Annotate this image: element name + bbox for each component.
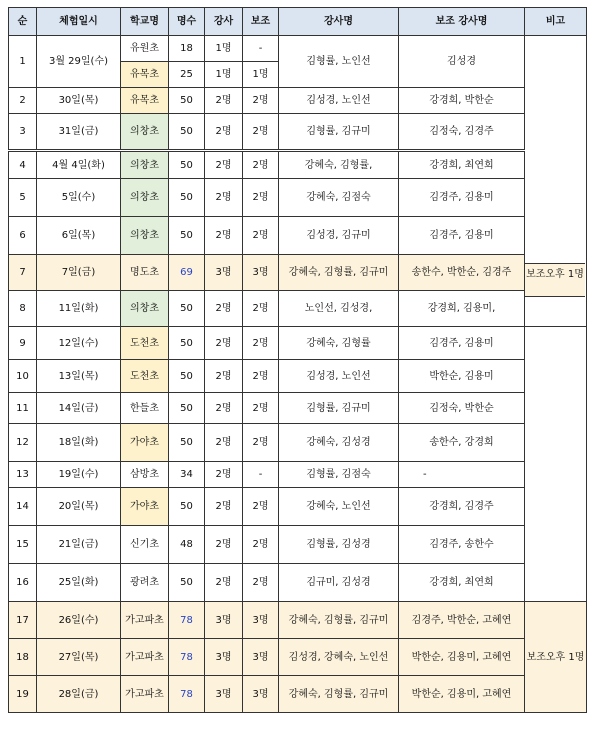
cell-instructors: 김형률, 김성경 — [279, 526, 399, 564]
table-row — [9, 327, 587, 360]
cell-assistant-names: 박한순, 김용미, 고혜연 — [399, 676, 525, 713]
cell-count: 50 — [169, 424, 205, 462]
cell-seq: 12 — [9, 424, 37, 462]
cell-assistants: 2명 — [243, 488, 279, 526]
table-row — [9, 602, 587, 639]
schedule-table — [8, 7, 587, 713]
schedule-sheet — [8, 7, 586, 731]
table-row — [9, 393, 587, 424]
table-row — [9, 488, 587, 526]
cell-assistants: 3명 — [243, 676, 279, 713]
cell-count: 69 — [169, 255, 205, 291]
cell-count: 50 — [169, 179, 205, 217]
cell-count: 78 — [169, 602, 205, 639]
cell-seq: 8 — [9, 291, 37, 327]
cell-assistant-names: 김경주, 김용미 — [399, 217, 525, 255]
cell-teachers: 3명 — [205, 255, 243, 291]
cell-instructors: 김성경, 노인선 — [279, 360, 399, 393]
header-row — [9, 8, 587, 36]
cell-count: 48 — [169, 526, 205, 564]
cell-school: 도천초 — [121, 360, 169, 393]
cell-seq: 6 — [9, 217, 37, 255]
cell-instructors: 강혜숙, 김성경 — [279, 424, 399, 462]
cell-count: 18 — [169, 36, 205, 62]
cell-assistants: 2명 — [243, 327, 279, 360]
cell-count: 50 — [169, 327, 205, 360]
table-row — [9, 151, 587, 179]
cell-count: 34 — [169, 462, 205, 488]
table-row — [9, 360, 587, 393]
header-assistants: 보조 — [243, 8, 279, 36]
header-notes: 비고 — [525, 8, 587, 36]
cell-instructors: 김규미, 김성경 — [279, 564, 399, 602]
cell-teachers: 3명 — [205, 602, 243, 639]
cell-date: 18일(화) — [37, 424, 121, 462]
cell-date: 26일(수) — [37, 602, 121, 639]
cell-assistants: 1명 — [243, 62, 279, 88]
cell-seq: 10 — [9, 360, 37, 393]
cell-count: 50 — [169, 488, 205, 526]
header-school: 학교명 — [121, 8, 169, 36]
cell-assistant-names: 김정숙, 박한순 — [399, 393, 525, 424]
cell-teachers: 2명 — [205, 393, 243, 424]
cell-seq: 18 — [9, 639, 37, 676]
row7-note: 보조오후 1명 — [525, 263, 585, 297]
cell-count: 50 — [169, 564, 205, 602]
cell-assistant-names: - — [399, 462, 525, 488]
header-teachers: 강사 — [205, 8, 243, 36]
cell-assistant-names: 박한순, 김용미 — [399, 360, 525, 393]
cell-assistants: 3명 — [243, 602, 279, 639]
cell-instructors: 강혜숙, 김형률, 김규미 — [279, 676, 399, 713]
cell-date: 28일(금) — [37, 676, 121, 713]
cell-date: 7일(금) — [37, 255, 121, 291]
cell-assistants: 2명 — [243, 88, 279, 114]
cell-date: 12일(수) — [37, 327, 121, 360]
cell-assistant-names: 김성경 — [399, 36, 525, 88]
cell-teachers: 2명 — [205, 360, 243, 393]
header-seq: 순 — [9, 8, 37, 36]
cell-date: 6일(목) — [37, 217, 121, 255]
cell-assistants: 2명 — [243, 217, 279, 255]
cell-date: 5일(수) — [37, 179, 121, 217]
cell-school: 유목초 — [121, 88, 169, 114]
table-row — [9, 179, 587, 217]
cell-assistants: 2명 — [243, 526, 279, 564]
cell-seq: 9 — [9, 327, 37, 360]
cell-assistants: 2명 — [243, 393, 279, 424]
cell-instructors: 강혜숙, 김형률, 김규미 — [279, 602, 399, 639]
cell-school: 삼방초 — [121, 462, 169, 488]
cell-assistants: 3명 — [243, 255, 279, 291]
cell-date: 4월 4일(화) — [37, 151, 121, 179]
cell-count: 50 — [169, 88, 205, 114]
table-row — [9, 639, 587, 676]
cell-school: 한들초 — [121, 393, 169, 424]
cell-seq: 1 — [9, 36, 37, 88]
cell-date: 13일(목) — [37, 360, 121, 393]
cell-instructors: 김형률, 노인선 — [279, 36, 399, 88]
header-instructors: 강사명 — [279, 8, 399, 36]
cell-date: 31일(금) — [37, 114, 121, 151]
cell-seq: 17 — [9, 602, 37, 639]
table-row — [9, 462, 587, 488]
cell-count: 50 — [169, 360, 205, 393]
cell-assistant-names: 강경희, 최연희 — [399, 564, 525, 602]
cell-assistant-names: 김경주, 박한순, 고혜연 — [399, 602, 525, 639]
table-row — [9, 424, 587, 462]
cell-instructors: 김성경, 강혜숙, 노인선 — [279, 639, 399, 676]
cell-count: 25 — [169, 62, 205, 88]
cell-school: 의창초 — [121, 291, 169, 327]
cell-count: 50 — [169, 151, 205, 179]
table-row — [9, 114, 587, 151]
cell-seq: 13 — [9, 462, 37, 488]
cell-school: 의창초 — [121, 217, 169, 255]
cell-school: 가고파초 — [121, 639, 169, 676]
cell-date: 11일(화) — [37, 291, 121, 327]
cell-teachers: 2명 — [205, 114, 243, 151]
cell-teachers: 1명 — [205, 62, 243, 88]
cell-count: 50 — [169, 114, 205, 151]
cell-teachers: 2명 — [205, 151, 243, 179]
cell-teachers: 2명 — [205, 462, 243, 488]
cell-school: 유목초 — [121, 62, 169, 88]
cell-date: 19일(수) — [37, 462, 121, 488]
cell-teachers: 2명 — [205, 88, 243, 114]
cell-school: 가야초 — [121, 488, 169, 526]
cell-instructors: 강혜숙, 김형률, — [279, 151, 399, 179]
cell-school: 의창초 — [121, 151, 169, 179]
table-row — [9, 36, 587, 62]
cell-school: 도천초 — [121, 327, 169, 360]
cell-seq: 16 — [9, 564, 37, 602]
cell-assistant-names: 강경희, 김경주 — [399, 488, 525, 526]
cell-school: 명도초 — [121, 255, 169, 291]
cell-assistants: 2명 — [243, 114, 279, 151]
cell-seq: 5 — [9, 179, 37, 217]
table-row — [9, 564, 587, 602]
cell-teachers: 3명 — [205, 639, 243, 676]
cell-seq: 2 — [9, 88, 37, 114]
cell-school: 의창초 — [121, 114, 169, 151]
cell-assistants: - — [243, 462, 279, 488]
cell-school: 가고파초 — [121, 676, 169, 713]
cell-seq: 19 — [9, 676, 37, 713]
table-row — [9, 255, 587, 291]
cell-instructors: 노인선, 김성경, — [279, 291, 399, 327]
cell-assistant-names: 김정숙, 김경주 — [399, 114, 525, 151]
cell-date: 20일(목) — [37, 488, 121, 526]
cell-instructors: 김성경, 김규미 — [279, 217, 399, 255]
cell-instructors: 강혜숙, 김점숙 — [279, 179, 399, 217]
cell-assistant-names: 송한수, 강경희 — [399, 424, 525, 462]
cell-seq: 15 — [9, 526, 37, 564]
header-count: 명수 — [169, 8, 205, 36]
cell-assistant-names: 박한순, 김용미, 고혜연 — [399, 639, 525, 676]
cell-teachers: 2명 — [205, 291, 243, 327]
cell-count: 78 — [169, 676, 205, 713]
cell-assistant-names: 김경주, 김용미 — [399, 179, 525, 217]
cell-instructors: 강혜숙, 김형률 — [279, 327, 399, 360]
table-row — [9, 217, 587, 255]
cell-date: 21일(금) — [37, 526, 121, 564]
header-assistant-names: 보조 강사명 — [399, 8, 525, 36]
cell-assistants: 2명 — [243, 179, 279, 217]
cell-instructors: 김형률, 김규미 — [279, 393, 399, 424]
cell-notes: 보조오후 1명 — [525, 602, 587, 713]
cell-seq: 7 — [9, 255, 37, 291]
cell-assistant-names: 송한수, 박한순, 김경주 — [399, 255, 525, 291]
cell-date: 3월 29일(수) — [37, 36, 121, 88]
table-row — [9, 676, 587, 713]
cell-teachers: 2명 — [205, 564, 243, 602]
cell-seq: 14 — [9, 488, 37, 526]
cell-teachers: 2명 — [205, 424, 243, 462]
cell-count: 50 — [169, 393, 205, 424]
cell-assistants: 2명 — [243, 291, 279, 327]
cell-school: 의창초 — [121, 179, 169, 217]
cell-seq: 3 — [9, 114, 37, 151]
cell-instructors: 김성경, 노인선 — [279, 88, 399, 114]
cell-school: 광려초 — [121, 564, 169, 602]
table-row — [9, 526, 587, 564]
cell-count: 50 — [169, 291, 205, 327]
cell-assistant-names: 강경희, 박한순 — [399, 88, 525, 114]
cell-teachers: 1명 — [205, 36, 243, 62]
cell-count: 50 — [169, 217, 205, 255]
cell-instructors: 김형률, 김규미 — [279, 114, 399, 151]
cell-instructors: 강혜숙, 노인선 — [279, 488, 399, 526]
cell-assistants: 2명 — [243, 360, 279, 393]
cell-teachers: 2명 — [205, 179, 243, 217]
cell-assistants: 3명 — [243, 639, 279, 676]
cell-date: 25일(화) — [37, 564, 121, 602]
cell-count: 78 — [169, 639, 205, 676]
table-row — [9, 291, 587, 327]
cell-seq: 11 — [9, 393, 37, 424]
cell-school: 신기초 — [121, 526, 169, 564]
cell-teachers: 2명 — [205, 526, 243, 564]
table-row — [9, 88, 587, 114]
cell-teachers: 2명 — [205, 327, 243, 360]
cell-date: 14일(금) — [37, 393, 121, 424]
cell-instructors: 강혜숙, 김형률, 김규미 — [279, 255, 399, 291]
cell-assistants: 2명 — [243, 424, 279, 462]
cell-school: 유원초 — [121, 36, 169, 62]
cell-assistants: - — [243, 36, 279, 62]
cell-teachers: 2명 — [205, 217, 243, 255]
cell-teachers: 3명 — [205, 676, 243, 713]
cell-teachers: 2명 — [205, 488, 243, 526]
cell-assistant-names: 김경주, 송한수 — [399, 526, 525, 564]
cell-school: 가고파초 — [121, 602, 169, 639]
cell-date: 27일(목) — [37, 639, 121, 676]
cell-school: 가야초 — [121, 424, 169, 462]
cell-date: 30일(목) — [37, 88, 121, 114]
cell-assistant-names: 김경주, 김용미 — [399, 327, 525, 360]
header-date: 체험일시 — [37, 8, 121, 36]
cell-assistants: 2명 — [243, 564, 279, 602]
cell-assistant-names: 강경희, 김용미, — [399, 291, 525, 327]
cell-instructors: 김형률, 김점숙 — [279, 462, 399, 488]
cell-assistants: 2명 — [243, 151, 279, 179]
cell-assistant-names: 강경희, 최연희 — [399, 151, 525, 179]
cell-seq: 4 — [9, 151, 37, 179]
